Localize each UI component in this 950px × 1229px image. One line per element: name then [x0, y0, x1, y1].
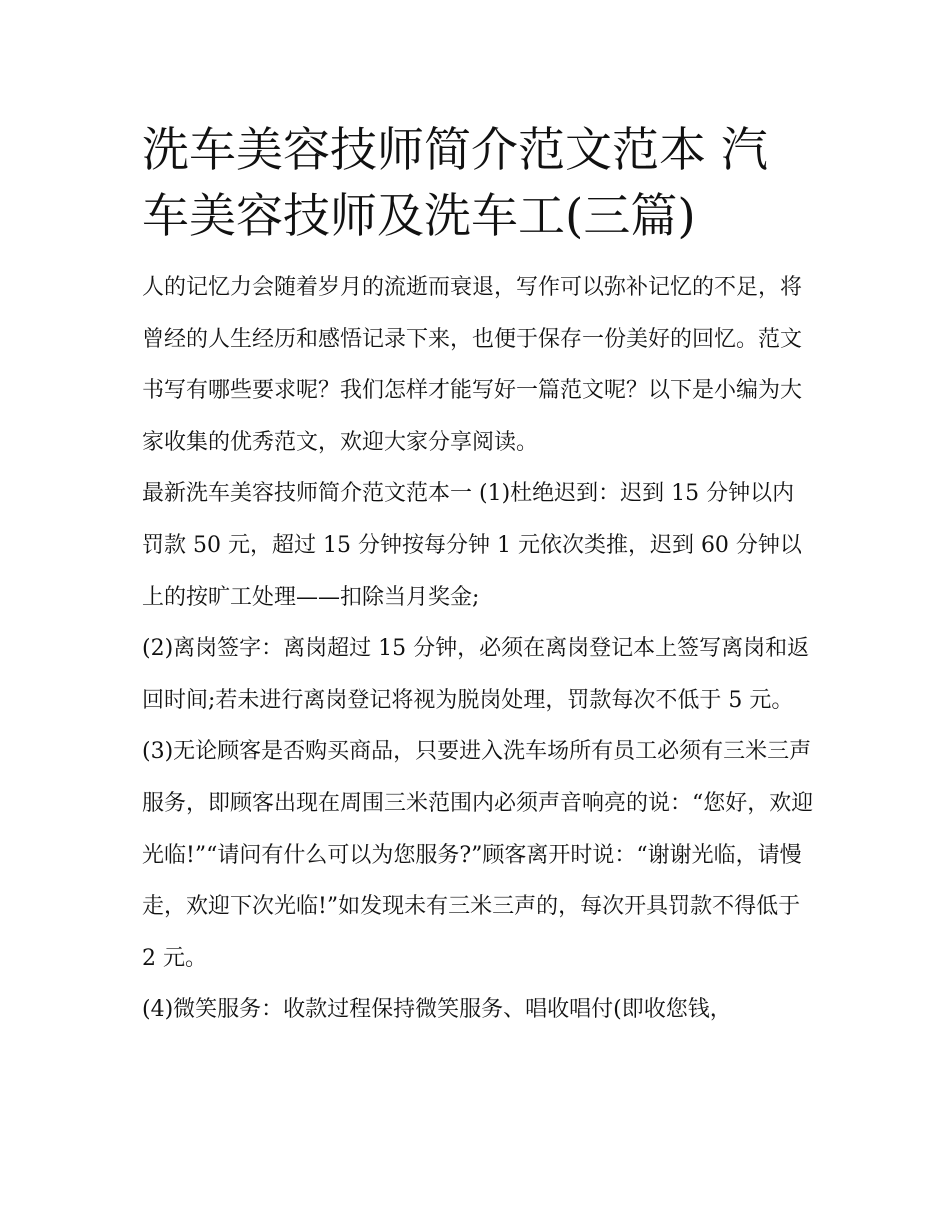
paragraph-rule-3: (3)无论顾客是否购买商品，只要进入洗车场所有员工必须有三米三声服务，即顾客出现在周围三米范围内必须声音响亮的说：“您好，欢迎光临!”“请问有什么可以为您服务?”顾客离开时说：“谢谢光临，请慢走，欢迎下次光临!”如发现未有三米三声的，每次开具罚款不得低于 2 元。 — [142, 739, 814, 971]
document-body — [142, 262, 814, 1036]
document-title: 洗车美容技师简介范文范本 汽车美容技师及洗车工(三篇) — [142, 123, 768, 244]
document-page — [142, 118, 814, 1036]
paragraph-rule-2: (2)离岗签字：离岗超过 15 分钟，必须在离岗登记本上签写离岗和返回时间;若未进行离岗登记将视为脱岗处理，罚款每次不低于 5 元。 — [142, 636, 810, 713]
paragraph-rule-1: 最新洗车美容技师简介范文范本一 (1)杜绝迟到：迟到 15 分钟以内罚款 50 元，超过 15 分钟按每分钟 1 元依次类推，迟到 60 分钟以上的按旷工处理——扣除当月奖金; — [142, 481, 802, 610]
paragraph-intro: 人的记忆力会随着岁月的流逝而衰退，写作可以弥补记忆的不足，将曾经的人生经历和感悟记录下来，也便于保存一份美好的回忆。范文书写有哪些要求呢？我们怎样才能写好一篇范文呢？以下是小编为大家收集的优秀范文，欢迎大家分享阅读。 — [142, 275, 803, 455]
paragraph-rule-4: (4)微笑服务：收款过程保持微笑服务、唱收唱付(即收您钱， — [142, 997, 732, 1023]
